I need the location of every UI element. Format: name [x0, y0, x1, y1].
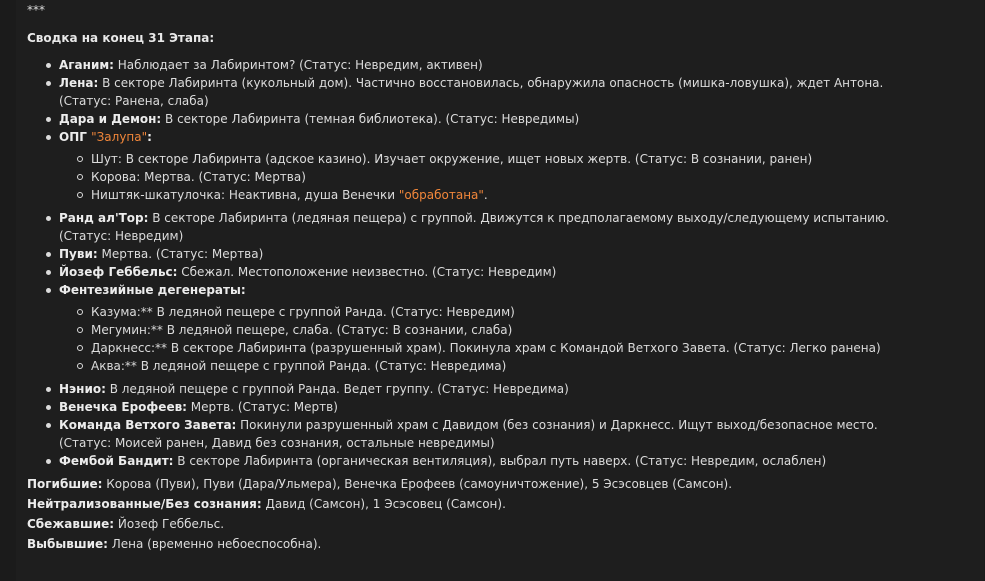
item-name: Аганим: — [59, 58, 114, 72]
list-item-opg — [59, 128, 927, 204]
quoted-text: "Залупа" — [91, 130, 148, 144]
summary-escaped — [27, 515, 927, 533]
summary-label: Погибшие: — [27, 477, 103, 491]
summary-block — [27, 475, 927, 553]
item-text: Наблюдает за Лабиринтом? (Статус: Невредим, активен) — [113, 58, 483, 72]
fantasy-sublist — [59, 303, 927, 375]
item-text: Ништяк-шкатулочка: Неактивна, душа Венечки — [91, 188, 399, 202]
item-name: Венечка Ерофеев: — [59, 400, 187, 414]
sublist-item-kazuma: Казума:** В ледяной пещере с группой Ранда. (Статус: Невредим) — [91, 303, 927, 321]
list-item-lena — [59, 74, 927, 110]
item-name: Фембой Бандит: — [59, 454, 174, 468]
summary-text: Корова (Пуви), Пуви (Дара/Ульмера), Венечка Ерофеев (самоуничтожение), 5 Эсэсовцев (Самсон). — [102, 477, 733, 491]
item-text: Мертва. (Статус: Мертва) — [97, 247, 264, 261]
item-text: В секторе Лабиринта (кукольный дом). Частично восстановилась, обнаружила опасность (мишка-ловушка), ждет Антона. (Статус: Ранена, слаба) — [59, 76, 884, 108]
item-text: В секторе Лабиринта (ледяная пещера) с группой. Движутся к предполагаемому выходу/следующему испытанию. (Статус: Невредим) — [59, 211, 889, 243]
item-text: Покинули разрушенный храм с Давидом (без сознания) и Даркнесс. Ищут выход/безопасное место. (Статус: Моисей ранен, Давид без сознания, остальные невредимы) — [59, 418, 878, 450]
list-item-femboy — [59, 452, 927, 470]
list-item-rand — [59, 209, 927, 245]
list-item-fantasy — [59, 281, 927, 375]
item-text: В ледяной пещере с группой Ранда. Ведет группу. (Статус: Невредима) — [105, 382, 569, 396]
item-name: Дара и Демон: — [59, 112, 162, 126]
sublist-item-shut: Шут: В секторе Лабиринта (адское казино). Изучает окружение, ищет новых жертв. (Статус: В сознании, ранен) — [91, 150, 927, 168]
item-text: В секторе Лабиринта (органическая вентиляция), выбрал путь наверх. (Статус: Невредим, ослаблен) — [173, 454, 827, 468]
summary-neutralized — [27, 495, 927, 513]
item-text: Сбежал. Местоположение неизвестно. (Статус: Невредим) — [177, 265, 557, 279]
summary-text: Йозеф Геббельс. — [114, 517, 225, 531]
summary-text: Давид (Самсон), 1 Эсэсовец (Самсон). — [261, 497, 506, 511]
summary-dead — [27, 475, 927, 493]
list-item-venechka — [59, 398, 927, 416]
item-text: . — [483, 188, 488, 202]
summary-text: Лена (временно небоеспособна). — [107, 537, 322, 551]
item-name: Нэнио: — [59, 382, 106, 396]
item-name: Йозеф Геббельс: — [59, 265, 178, 279]
sublist-item-megumin: Мегумин:** В ледяной пещере, слаба. (Статус: В сознании, слаба) — [91, 321, 927, 339]
list-item-team — [59, 416, 927, 452]
list-item-puvi — [59, 245, 927, 263]
list-item-nenio — [59, 380, 927, 398]
sublist-item-korova: Корова: Мертва. (Статус: Мертва) — [91, 168, 927, 186]
summary-out — [27, 535, 927, 553]
summary-label: Выбывшие: — [27, 537, 108, 551]
list-item-goebbels — [59, 263, 927, 281]
summary-label: Нейтрализованные/Без сознания: — [27, 497, 262, 511]
item-name: Фентезийные дегенераты: — [59, 283, 246, 297]
summary-label: Сбежавшие: — [27, 517, 115, 531]
sublist-item-nishtyak — [91, 186, 927, 204]
item-text: В секторе Лабиринта (темная библиотека). (Статус: Невредимы) — [161, 112, 580, 126]
list-item-dara — [59, 110, 927, 128]
sublist-item-darkness: Даркнесс:** В секторе Лабиринта (разрушенный храм). Покинула храм с Командой Ветхого Завета. (Статус: Легко ранена) — [91, 339, 927, 357]
item-colon: : — [147, 130, 152, 144]
summary-heading: Сводка на конец 31 Этапа: — [27, 31, 215, 45]
character-list — [27, 56, 927, 470]
quoted-text: "обработана" — [398, 188, 484, 202]
message-content — [27, 2, 927, 555]
opg-sublist — [59, 150, 927, 204]
item-name: Команда Ветхого Завета: — [59, 418, 237, 432]
item-name: Пуви: — [59, 247, 98, 261]
list-item-aganim — [59, 56, 927, 74]
sublist-item-aqua: Аква:** В ледяной пещере с группой Ранда. (Статус: Невредима) — [91, 357, 927, 375]
item-name: Ранд ал'Тор: — [59, 211, 149, 225]
item-name: Лена: — [59, 76, 99, 90]
separator: *** — [27, 3, 45, 17]
chat-message-panel — [16, 0, 984, 581]
item-text: Мертв. (Статус: Мертв) — [186, 400, 338, 414]
item-name: ОПГ — [59, 130, 92, 144]
